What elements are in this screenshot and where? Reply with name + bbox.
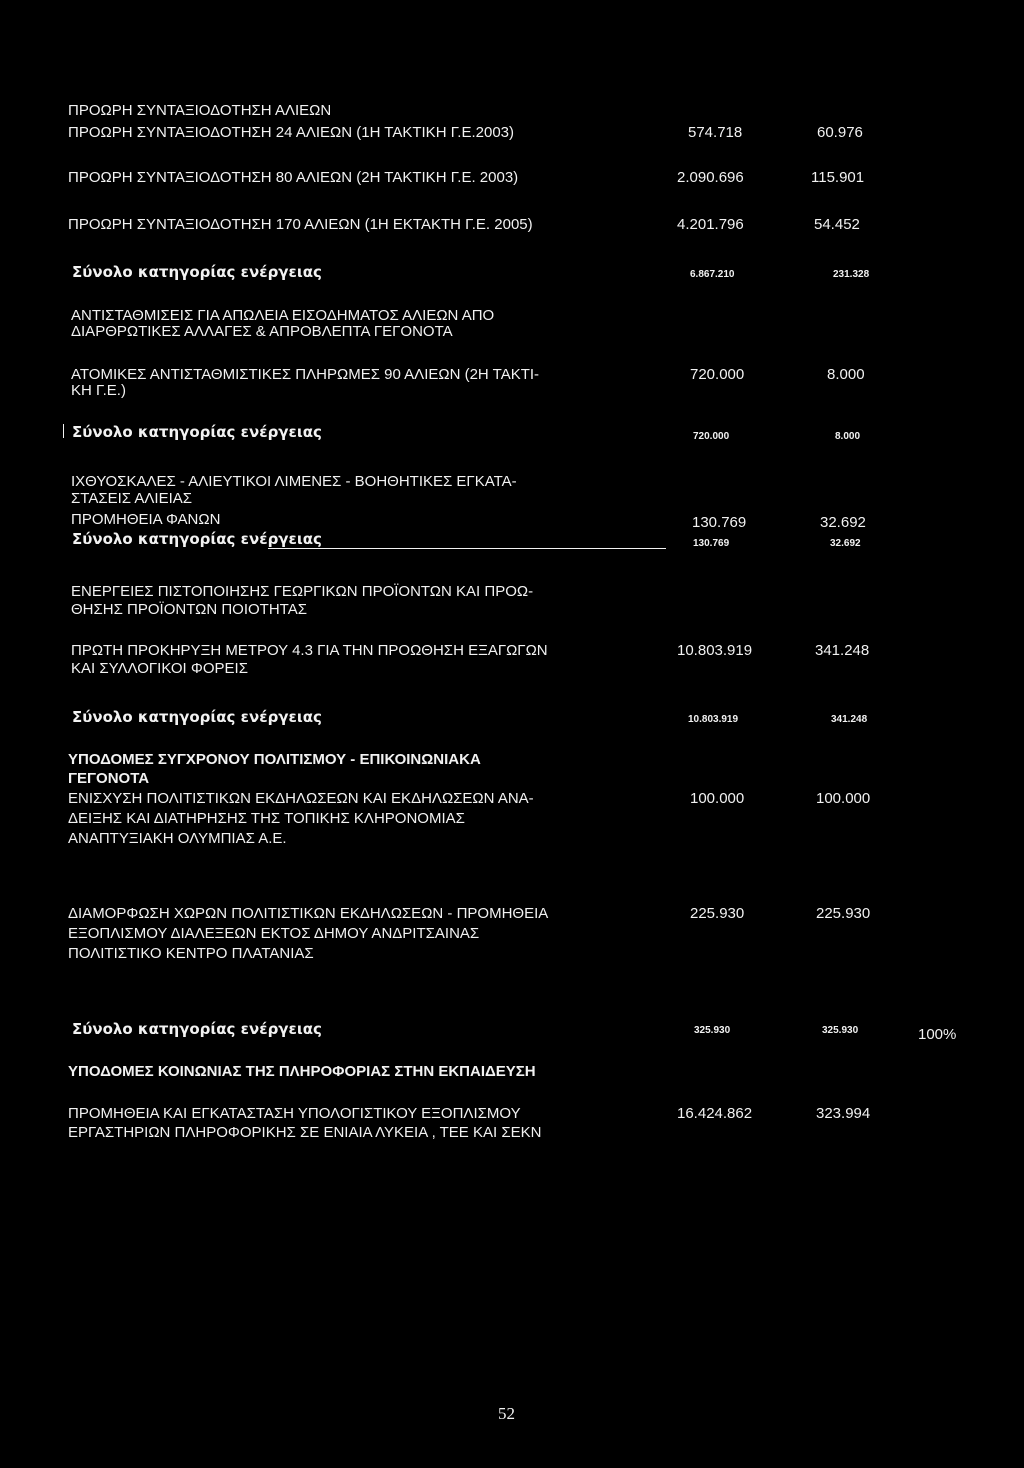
category-total-value-2: 8.000 xyxy=(835,431,861,442)
row-value-2: 8.000 xyxy=(827,366,865,383)
section-title: ΘΗΣΗΣ ΠΡΟΪΟΝΤΩΝ ΠΟΙΟΤΗΤΑΣ xyxy=(71,601,307,618)
category-total-value-1: 10.803.919 xyxy=(688,714,739,725)
row-label: ΕΝΙΣΧΥΣΗ ΠΟΛΙΤΙΣΤΙΚΩΝ ΕΚΔΗΛΩΣΕΩΝ ΚΑΙ ΕΚΔΗΛΩΣΕΩΝ ΑΝΑ- xyxy=(68,790,534,807)
section-title: ΑΝΤΙΣΤΑΘΜΙΣΕΙΣ ΓΙΑ ΑΠΩΛΕΙΑ ΕΙΣΟΔΗΜΑΤΟΣ ΑΛΙΕΩΝ ΑΠΟ xyxy=(71,307,495,324)
section-title: ΓΕΓΟΝΟΤΑ xyxy=(68,770,150,787)
category-total-value-2: 341.248 xyxy=(831,714,868,725)
row-value-2: 341.248 xyxy=(815,642,870,659)
row-label: ΠΡΟΜΗΘΕΙΑ ΦΑΝΩΝ xyxy=(71,511,221,528)
row-label: ΑΤΟΜΙΚΕΣ ΑΝΤΙΣΤΑΘΜΙΣΤΙΚΕΣ ΠΛΗΡΩΜΕΣ 90 ΑΛΙΕΩΝ (2Η ΤΑΚΤΙ- xyxy=(71,366,540,383)
category-total-label: Σύνολο κατηγορίας ενέργειας xyxy=(72,708,322,726)
category-total-label: Σύνολο κατηγορίας ενέργειας xyxy=(72,530,322,548)
row-label: ΠΡΟΩΡΗ ΣΥΝΤΑΞΙΟΔΟΤΗΣΗ 24 ΑΛΙΕΩΝ (1Η ΤΑΚΤΙΚΗ Γ.Ε.2003) xyxy=(68,124,515,141)
row-label: ΠΡΩΤΗ ΠΡΟΚΗΡΥΞΗ ΜΕΤΡΟΥ 4.3 ΓΙΑ ΤΗΝ ΠΡΟΩΘΗΣΗ ΕΞΑΓΩΓΩΝ xyxy=(71,642,548,659)
section-title: ΠΡΟΩΡΗ ΣΥΝΤΑΞΙΟΔΟΤΗΣΗ ΑΛΙΕΩΝ xyxy=(68,102,332,119)
row-label: ΔΕΙΞΗΣ ΚΑΙ ΔΙΑΤΗΡΗΣΗΣ ΤΗΣ ΤΟΠΙΚΗΣ ΚΛΗΡΟΝΟΜΙΑΣ xyxy=(68,810,465,827)
row-value-1: 100.000 xyxy=(690,790,745,807)
page-number: 52 xyxy=(498,1404,515,1423)
section-title: ΙΧΘΥΟΣΚΑΛΕΣ - ΑΛΙΕΥΤΙΚΟΙ ΛΙΜΕΝΕΣ - ΒΟΗΘΗΤΙΚΕΣ ΕΓΚΑΤΑ- xyxy=(71,473,517,490)
row-label: ΕΞΟΠΛΙΣΜΟΥ ΔΙΑΛΕΞΕΩΝ ΕΚΤΟΣ ΔΗΜΟΥ ΑΝΔΡΙΤΣΑΙΝΑΣ xyxy=(68,925,480,942)
category-total-value-2: 32.692 xyxy=(830,538,861,549)
total-underline xyxy=(268,548,666,549)
row-label: ΑΝΑΠΤΥΞΙΑΚΗ ΟΛΥΜΠΙΑΣ Α.Ε. xyxy=(68,830,287,847)
row-label: ΠΟΛΙΤΙΣΤΙΚΟ ΚΕΝΤΡΟ ΠΛΑΤΑΝΙΑΣ xyxy=(68,945,314,962)
row-label: ΠΡΟΩΡΗ ΣΥΝΤΑΞΙΟΔΟΤΗΣΗ 80 ΑΛΙΕΩΝ (2Η ΤΑΚΤΙΚΗ Γ.Ε. 2003) xyxy=(68,169,519,186)
section-title: ΥΠΟΔΟΜΕΣ ΣΥΓΧΡΟΝΟΥ ΠΟΛΙΤΙΣΜΟΥ - ΕΠΙΚΟΙΝΩΝΙΑΚΑ xyxy=(68,751,481,768)
row-value-1: 10.803.919 xyxy=(677,642,753,659)
row-value-2: 54.452 xyxy=(814,216,860,233)
category-total-label: Σύνολο κατηγορίας ενέργειας xyxy=(72,263,322,281)
row-value-2: 100.000 xyxy=(816,790,871,807)
row-value-1: 130.769 xyxy=(692,514,747,531)
section-title: ΥΠΟΔΟΜΕΣ ΚΟΙΝΩΝΙΑΣ ΤΗΣ ΠΛΗΡΟΦΟΡΙΑΣ ΣΤΗΝ ΕΚΠΑΙΔΕΥΣΗ xyxy=(68,1063,536,1080)
row-value-2: 323.994 xyxy=(816,1105,871,1122)
section-title: ΣΤΑΣΕΙΣ ΑΛΙΕΙΑΣ xyxy=(71,490,193,507)
row-value-2: 60.976 xyxy=(817,124,863,141)
row-value-1: 16.424.862 xyxy=(677,1105,753,1122)
row-label: ΠΡΟΜΗΘΕΙΑ ΚΑΙ ΕΓΚΑΤΑΣΤΑΣΗ ΥΠΟΛΟΓΙΣΤΙΚΟΥ ΕΞΟΠΛΙΣΜΟΥ xyxy=(68,1105,521,1122)
row-value-1: 225.930 xyxy=(690,905,745,922)
category-total-value-1: 325.930 xyxy=(694,1025,731,1036)
row-value-2: 225.930 xyxy=(816,905,871,922)
margin-mark xyxy=(63,424,64,438)
row-value-1: 574.718 xyxy=(688,124,743,141)
row-label: ΚΑΙ ΣΥΛΛΟΓΙΚΟΙ ΦΟΡΕΙΣ xyxy=(71,660,248,677)
category-total-value-1: 6.867.210 xyxy=(690,269,735,280)
category-total-value-1: 130.769 xyxy=(693,538,730,549)
row-label: ΠΡΟΩΡΗ ΣΥΝΤΑΞΙΟΔΟΤΗΣΗ 170 ΑΛΙΕΩΝ (1Η ΕΚΤΑΚΤΗ Γ.Ε. 2005) xyxy=(68,216,533,233)
section-title: ΕΝΕΡΓΕΙΕΣ ΠΙΣΤΟΠΟΙΗΣΗΣ ΓΕΩΡΓΙΚΩΝ ΠΡΟΪΟΝΤΩΝ ΚΑΙ ΠΡΟΩ- xyxy=(71,583,534,600)
row-value-1: 720.000 xyxy=(690,366,745,383)
row-value-2: 32.692 xyxy=(820,514,866,531)
category-total-percent: 100% xyxy=(918,1026,957,1043)
row-label: ΕΡΓΑΣΤΗΡΙΩΝ ΠΛΗΡΟΦΟΡΙΚΗΣ ΣΕ ΕΝΙΑΙΑ ΛΥΚΕΙΑ , ΤΕΕ ΚΑΙ ΣΕΚΝ xyxy=(68,1124,542,1141)
category-total-label: Σύνολο κατηγορίας ενέργειας xyxy=(72,1020,322,1038)
row-label: ΚΗ Γ.Ε.) xyxy=(71,382,126,399)
category-total-value-2: 325.930 xyxy=(822,1025,859,1036)
category-total-label: Σύνολο κατηγορίας ενέργειας xyxy=(72,423,322,441)
row-value-2: 115.901 xyxy=(811,169,865,186)
row-value-1: 2.090.696 xyxy=(677,169,744,186)
section-title: ΔΙΑΡΘΡΩΤΙΚΕΣ ΑΛΛΑΓΕΣ & ΑΠΡΟΒΛΕΠΤΑ ΓΕΓΟΝΟΤΑ xyxy=(71,323,453,340)
category-total-value-1: 720.000 xyxy=(693,431,730,442)
row-label: ΔΙΑΜΟΡΦΩΣΗ ΧΩΡΩΝ ΠΟΛΙΤΙΣΤΙΚΩΝ ΕΚΔΗΛΩΣΕΩΝ - ΠΡΟΜΗΘΕΙΑ xyxy=(68,905,549,922)
category-total-value-2: 231.328 xyxy=(833,269,870,280)
row-value-1: 4.201.796 xyxy=(677,216,744,233)
